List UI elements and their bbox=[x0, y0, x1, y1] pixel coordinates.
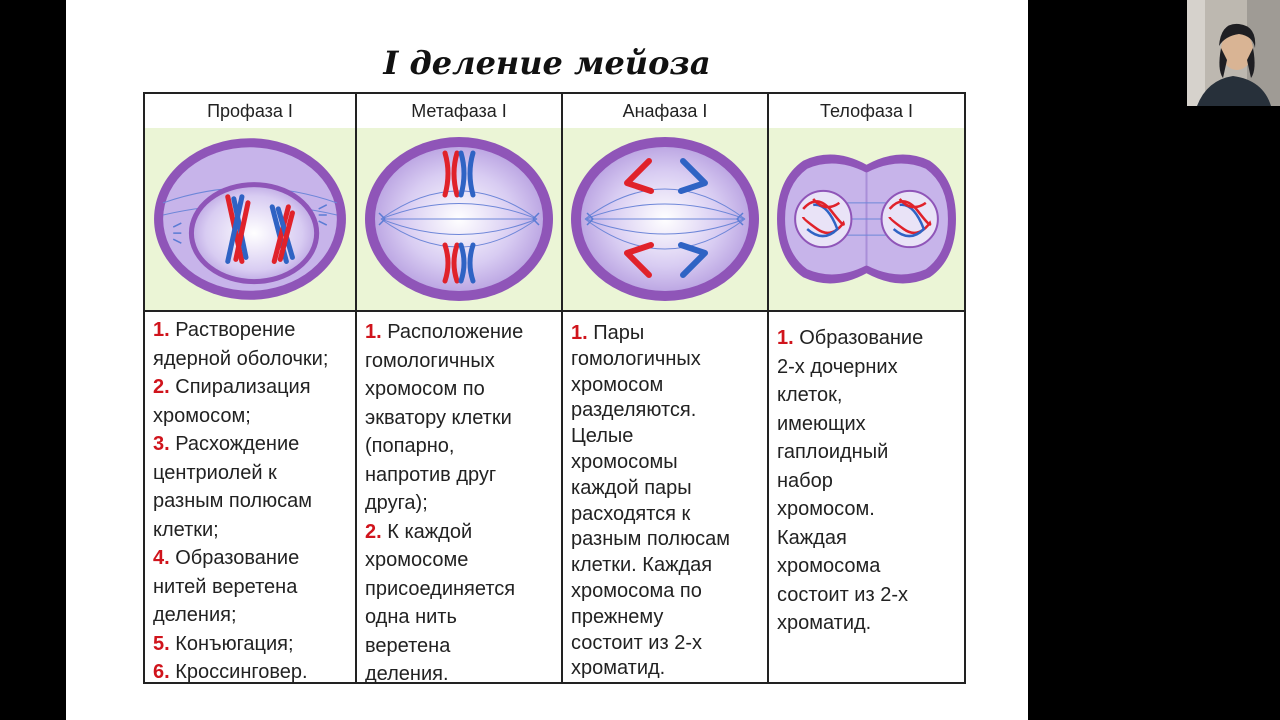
item-text: Кроссинговер. bbox=[175, 661, 308, 683]
metaphase-illustration bbox=[357, 128, 563, 310]
anaphase-cell-image bbox=[567, 132, 763, 306]
description-line bbox=[571, 527, 761, 553]
description-row bbox=[145, 312, 964, 685]
header-anaphase: Анафаза I bbox=[563, 94, 769, 128]
item-text: разным полюсам bbox=[571, 528, 730, 551]
description-line bbox=[153, 573, 349, 602]
header-telophase: Телофаза I bbox=[820, 100, 913, 121]
meiosis-table bbox=[143, 92, 966, 684]
item-number: 5. bbox=[153, 632, 170, 655]
description-line bbox=[777, 581, 958, 610]
presenter-avatar-image bbox=[1187, 0, 1280, 106]
slide-title: I деление мейоза bbox=[383, 44, 711, 82]
item-text: каждой пары bbox=[571, 476, 692, 499]
item-text: Растворение bbox=[175, 319, 296, 341]
item-text: гомологичных bbox=[365, 349, 495, 372]
item-text: гаплоидный bbox=[777, 441, 889, 463]
anaphase-description bbox=[563, 312, 769, 682]
item-text: Образование bbox=[799, 327, 924, 349]
description-line bbox=[777, 381, 958, 410]
description-line bbox=[777, 467, 958, 496]
item-text: К каждой bbox=[387, 520, 473, 543]
header-metaphase: Метафаза I bbox=[357, 94, 563, 128]
description-line bbox=[153, 544, 349, 573]
item-text: разделяются. bbox=[571, 399, 697, 422]
header-row bbox=[145, 94, 964, 130]
item-number: 1. bbox=[777, 327, 794, 349]
description-line bbox=[365, 546, 555, 575]
description-line bbox=[365, 660, 555, 689]
telophase-illustration bbox=[769, 128, 964, 310]
item-text: хромосом по bbox=[365, 378, 485, 400]
item-text: хромосом. bbox=[777, 498, 875, 520]
item-text: имеющих bbox=[777, 412, 866, 435]
description-line bbox=[365, 318, 555, 347]
item-text: хромосом bbox=[571, 373, 664, 396]
item-text: состоит из 2-х bbox=[571, 631, 702, 654]
slide bbox=[66, 0, 1028, 720]
description-line bbox=[777, 438, 958, 467]
prophase-cell-image bbox=[149, 132, 351, 306]
description-line bbox=[365, 404, 555, 433]
item-text: хромосома bbox=[777, 555, 881, 577]
description-line bbox=[571, 605, 761, 631]
description-line bbox=[571, 553, 761, 579]
item-text: хромосом; bbox=[153, 404, 251, 427]
description-line bbox=[153, 345, 349, 374]
description-line bbox=[153, 658, 349, 687]
item-text: Спирализация bbox=[175, 376, 311, 398]
item-text: набор bbox=[777, 469, 833, 492]
description-line bbox=[153, 373, 349, 402]
prophase-description bbox=[145, 312, 357, 682]
item-text: Пары bbox=[593, 322, 645, 344]
item-text: 2-х дочерних bbox=[777, 355, 898, 378]
item-text: клетки; bbox=[153, 518, 219, 541]
description-line bbox=[777, 609, 958, 638]
item-number: 2. bbox=[365, 520, 382, 543]
item-text: присоединяется bbox=[365, 577, 516, 600]
prophase-illustration bbox=[145, 128, 357, 310]
description-line bbox=[153, 487, 349, 516]
item-text: деления. bbox=[365, 663, 449, 685]
description-line bbox=[365, 461, 555, 490]
description-line bbox=[153, 601, 349, 630]
item-text: (попарно, bbox=[365, 435, 455, 457]
item-text: состоит из 2-х bbox=[777, 583, 908, 606]
description-line bbox=[571, 476, 761, 502]
item-text: Конъюгация; bbox=[175, 632, 294, 655]
description-line bbox=[153, 430, 349, 459]
description-line bbox=[777, 353, 958, 382]
metaphase-description bbox=[357, 312, 563, 685]
description-line bbox=[153, 316, 349, 345]
description-line bbox=[777, 495, 958, 524]
item-text: Расположение bbox=[387, 321, 524, 343]
item-number: 1. bbox=[153, 319, 170, 341]
item-text: Каждая bbox=[777, 526, 847, 549]
item-text: расходятся к bbox=[571, 502, 691, 525]
item-number: 3. bbox=[153, 433, 170, 455]
description-line bbox=[153, 459, 349, 488]
description-line bbox=[365, 347, 555, 376]
description-line bbox=[777, 552, 958, 581]
item-text: разным полюсам bbox=[153, 490, 312, 512]
item-text: хроматид. bbox=[571, 657, 666, 680]
item-text: клеток, bbox=[777, 384, 843, 406]
description-line bbox=[571, 579, 761, 605]
item-text: Расхождение bbox=[175, 433, 300, 455]
item-text: хромосомы bbox=[571, 450, 678, 473]
description-line bbox=[571, 373, 761, 399]
item-text: ядерной оболочки; bbox=[153, 347, 329, 370]
item-number: 1. bbox=[365, 321, 382, 343]
item-text: нитей веретена bbox=[153, 575, 298, 598]
description-line bbox=[365, 432, 555, 461]
item-number: 4. bbox=[153, 547, 170, 569]
item-text: прежнему bbox=[571, 605, 664, 628]
item-text: хромосома по bbox=[571, 579, 702, 602]
image-row bbox=[145, 128, 964, 312]
description-line bbox=[365, 575, 555, 604]
item-text: гомологичных bbox=[571, 347, 701, 370]
description-line bbox=[365, 603, 555, 632]
description-line bbox=[153, 516, 349, 545]
item-text: Целые bbox=[571, 425, 634, 448]
description-line bbox=[571, 631, 761, 657]
description-line bbox=[571, 656, 761, 682]
description-line bbox=[365, 632, 555, 661]
description-line bbox=[365, 518, 555, 547]
telophase-cells-image bbox=[773, 132, 960, 306]
item-text: центриолей к bbox=[153, 461, 277, 484]
item-number: 6. bbox=[153, 661, 170, 683]
description-line bbox=[777, 324, 958, 353]
item-number: 1. bbox=[571, 322, 588, 344]
item-text: клетки. Каждая bbox=[571, 554, 713, 577]
description-line bbox=[777, 410, 958, 439]
item-text: хроматид. bbox=[777, 612, 872, 634]
item-text: веретена bbox=[365, 634, 451, 657]
description-line bbox=[153, 630, 349, 659]
item-text: одна нить bbox=[365, 606, 457, 628]
item-text: деления; bbox=[153, 604, 237, 626]
description-line bbox=[571, 347, 761, 373]
description-line bbox=[365, 375, 555, 404]
description-line bbox=[153, 402, 349, 431]
description-line bbox=[571, 424, 761, 450]
item-text: экватору клетки bbox=[365, 406, 512, 429]
item-text: друга); bbox=[365, 492, 428, 514]
item-number: 2. bbox=[153, 376, 170, 398]
description-line bbox=[571, 450, 761, 476]
presenter-webcam bbox=[1187, 0, 1280, 106]
item-text: хромосоме bbox=[365, 549, 469, 571]
description-line bbox=[571, 398, 761, 424]
description-line bbox=[571, 502, 761, 528]
description-line bbox=[571, 321, 761, 347]
item-text: Образование bbox=[175, 547, 300, 569]
description-line bbox=[365, 489, 555, 518]
telophase-description bbox=[769, 312, 964, 682]
metaphase-cell-image bbox=[361, 132, 557, 306]
description-line bbox=[777, 524, 958, 553]
anaphase-illustration bbox=[563, 128, 769, 310]
item-text: напротив друг bbox=[365, 463, 497, 486]
header-prophase: Профаза I bbox=[145, 94, 357, 128]
